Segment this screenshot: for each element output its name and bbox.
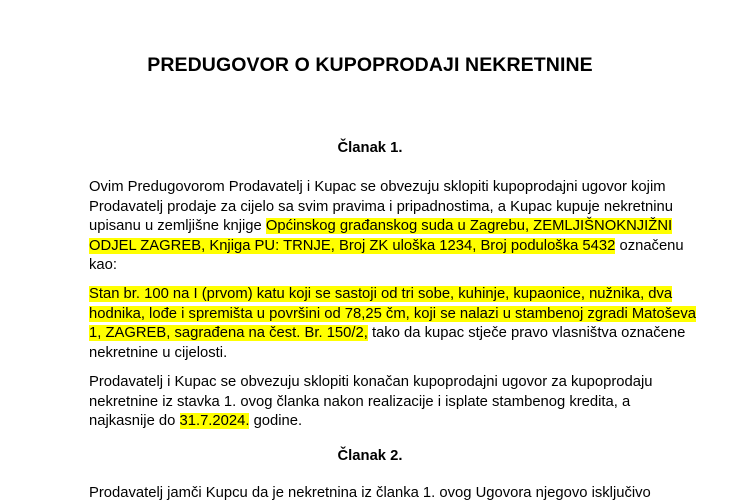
article-1-paragraph-1	[89, 178, 684, 276]
paragraph-line	[89, 484, 679, 504]
text-run: nekretnine u cijelosti.	[89, 344, 228, 361]
paragraph-line	[89, 285, 679, 305]
text-run: Prodavatelj i Kupac se obvezuju sklopiti konačan kupoprodajni ugovor za kupoprodaju	[89, 374, 653, 390]
highlighted-text: 1, ZAGREB, sagrađena na čest. Br. 150/2,	[89, 325, 368, 341]
paragraph-line	[89, 256, 679, 276]
text-run: kao:	[89, 257, 117, 273]
highlighted-text: Općinskog građanskog suda u Zagrebu, ZEMLJIŠNOKNJIŽNI	[265, 218, 673, 234]
text-run: Prodavatelj jamči Kupcu da je nekretnina iz članka 1. ovog Ugovora njegovo isključivo	[89, 485, 651, 501]
paragraph-line	[89, 324, 686, 344]
text-run: Prodavatelj prodaje za cijelo sa svim pravima i pripadnostima, a Kupac kupuje nekretninu	[89, 198, 673, 215]
text-run: tako da kupac stječe pravo vlasništva označene	[367, 325, 686, 341]
paragraph-line	[89, 412, 679, 432]
document-title: PREDUGOVOR O KUPOPRODAJI NEKRETNINE	[147, 54, 593, 76]
highlighted-date: 31.7.2024.	[179, 413, 250, 429]
paragraph-line	[89, 217, 679, 237]
paragraph-line	[89, 237, 684, 257]
paragraph-line	[89, 305, 696, 325]
article-1-paragraph-3	[89, 373, 679, 432]
article-1-heading: Članak 1.	[337, 140, 403, 156]
text-run: Ovim Predugovorom Prodavatelj i Kupac se obvezuju sklopiti kupoprodajni ugovor kojim	[89, 179, 666, 195]
text-run: najkasnije do	[89, 413, 180, 429]
highlighted-text: hodnika, lođe i spremišta u površini od 78,25 čm, koji se nalazi u stambenoj zgradi Matoševa	[89, 305, 696, 322]
paragraph-line	[89, 198, 679, 218]
highlighted-text: ODJEL ZAGREB, Knjiga PU: TRNJE, Broj ZK uloška 1234, Broj poduloška 5432	[89, 237, 616, 254]
paragraph-line	[89, 178, 679, 198]
article-2-paragraph-1	[89, 484, 679, 504]
article-2-heading: Članak 2.	[337, 448, 403, 464]
text-run: označenu	[615, 237, 684, 254]
text-run: nekretnine iz stavka 1. ovog članka nakon realizacije i isplate stambenog kredita, a	[89, 393, 631, 410]
article-1-paragraph-2	[89, 285, 696, 363]
text-run: upisanu u zemljišne knjige	[89, 218, 266, 234]
paragraph-line	[89, 344, 679, 364]
paragraph-line	[89, 393, 679, 413]
paragraph-line	[89, 373, 679, 393]
text-run: godine.	[249, 413, 303, 429]
highlighted-text: Stan br. 100 na I (prvom) katu koji se sastoji od tri sobe, kuhinje, kupaonice, nužnika, dva	[89, 286, 673, 302]
